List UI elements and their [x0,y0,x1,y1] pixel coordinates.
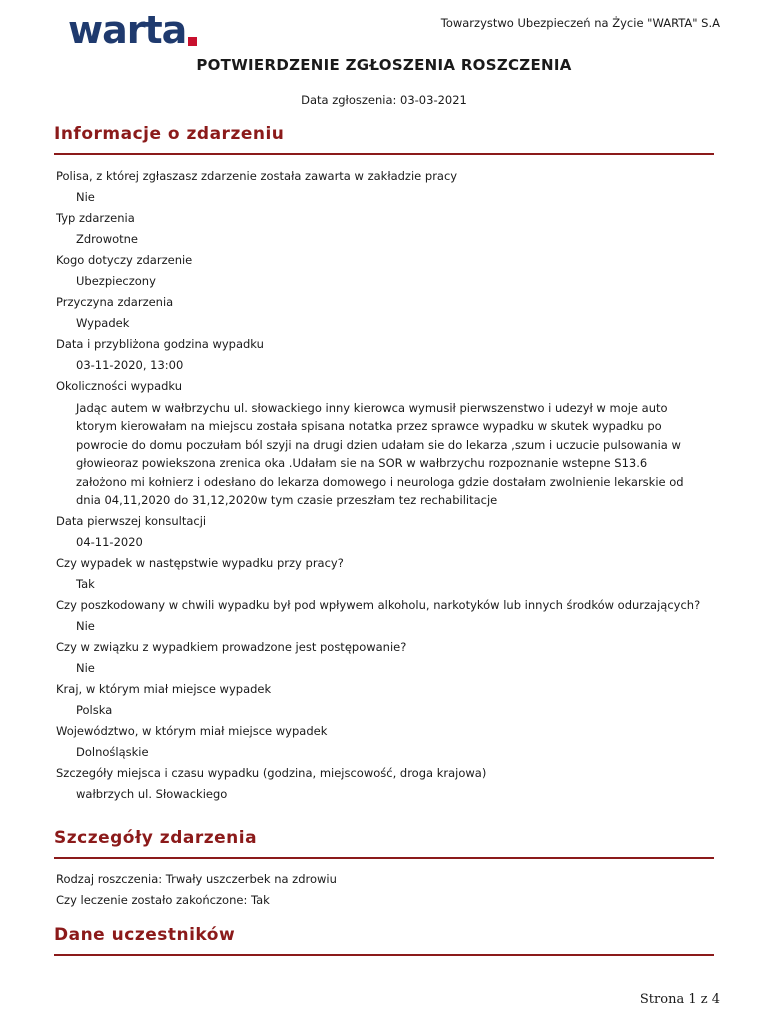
field-answer: Wypadek [76,316,130,330]
document-title: POTWIERDZENIE ZGŁOSZENIA ROSZCZENIA [196,56,572,74]
field-answer: Nie [76,190,95,204]
logo-text: warta [68,8,187,52]
field-answer: Nie [76,661,95,676]
company-name: Towarzystwo Ubezpieczeń na Życie "WARTA" S.A [440,16,720,30]
section-heading-participants: Dane uczestników [54,925,714,956]
section-heading-event-details: Szczegóły zdarzenia [54,828,714,859]
field-question: Kraj, w którym miał miejsce wypadek [56,682,272,697]
field-question: Województwo, w którym miał miejsce wypadek [56,724,328,739]
section-heading-event-info: Informacje o zdarzeniu [54,124,714,155]
field-question: Czy wypadek w następstwie wypadku przy pracy? [56,556,344,571]
submission-date: Data zgłoszenia: 03-03-2021 [301,93,467,107]
field-answer: 03-11-2020, 13:00 [76,358,184,372]
field-answer: wałbrzych ul. Słowackiego [76,787,228,802]
field-question: Przyczyna zdarzenia [56,295,174,309]
field-answer: Polska [76,703,113,718]
treatment-finished-line: Czy leczenie zostało zakończone: Tak [56,893,270,907]
field-question: Szczegóły miejsca i czasu wypadku (godzina, miejscowość, droga krajowa) [56,766,487,781]
field-answer: Zdrowotne [76,232,139,246]
field-answer-circumstances: Jadąc autem w wałbrzychu ul. słowackiego inny kierowca wymusił pierwszenstwo i udezył w moje auto ktorym kierowałam na miejscu została spisana notatka przez sprawce wypadku w skutek wypadku po powrocie do domu poczułam ból szyji na drugi dzien udałam sie do lekarza ,szum i uczucie pulsowania w głowieoraz powiekszona zrenica oka .Udałam sie na SOR w wałbrzychu rozpoznanie wstepne S13.6 założono mi kołnierz i odesłano do lekarza domowego i neurologa gdzie dostałam zwolnienie lekarskie od dnia 04,11,2020 do 31,12,2020w tym czasie przeszłam tez rechabilitacje [76,401,684,508]
logo-dot-mark [188,37,197,46]
field-question: Czy poszkodowany w chwili wypadku był pod wpływem alkoholu, narkotyków lub innych środków odurzających? [56,598,701,613]
warta-logo [68,8,197,52]
field-question: Polisa, z której zgłaszasz zdarzenie została zawarta w zakładzie pracy [56,169,458,183]
field-question: Okoliczności wypadku [56,379,183,393]
field-question: Czy w związku z wypadkiem prowadzone jest postępowanie? [56,640,407,655]
field-answer: Nie [76,619,95,634]
claim-type-line: Rodzaj roszczenia: Trwały uszczerbek na zdrowiu [56,872,337,886]
event-details-fields [56,871,716,913]
field-question: Typ zdarzenia [56,211,135,225]
page-number: Strona 1 z 4 [639,992,720,1007]
event-info-fields [56,168,716,807]
field-answer: 04-11-2020 [76,535,143,550]
field-question: Kogo dotyczy zdarzenie [56,253,193,267]
field-answer: Tak [76,577,95,592]
field-question: Data pierwszej konsultacji [56,514,207,529]
field-answer: Ubezpieczony [76,274,156,288]
field-answer: Dolnośląskie [76,745,149,760]
field-question: Data i przybliżona godzina wypadku [56,337,264,351]
